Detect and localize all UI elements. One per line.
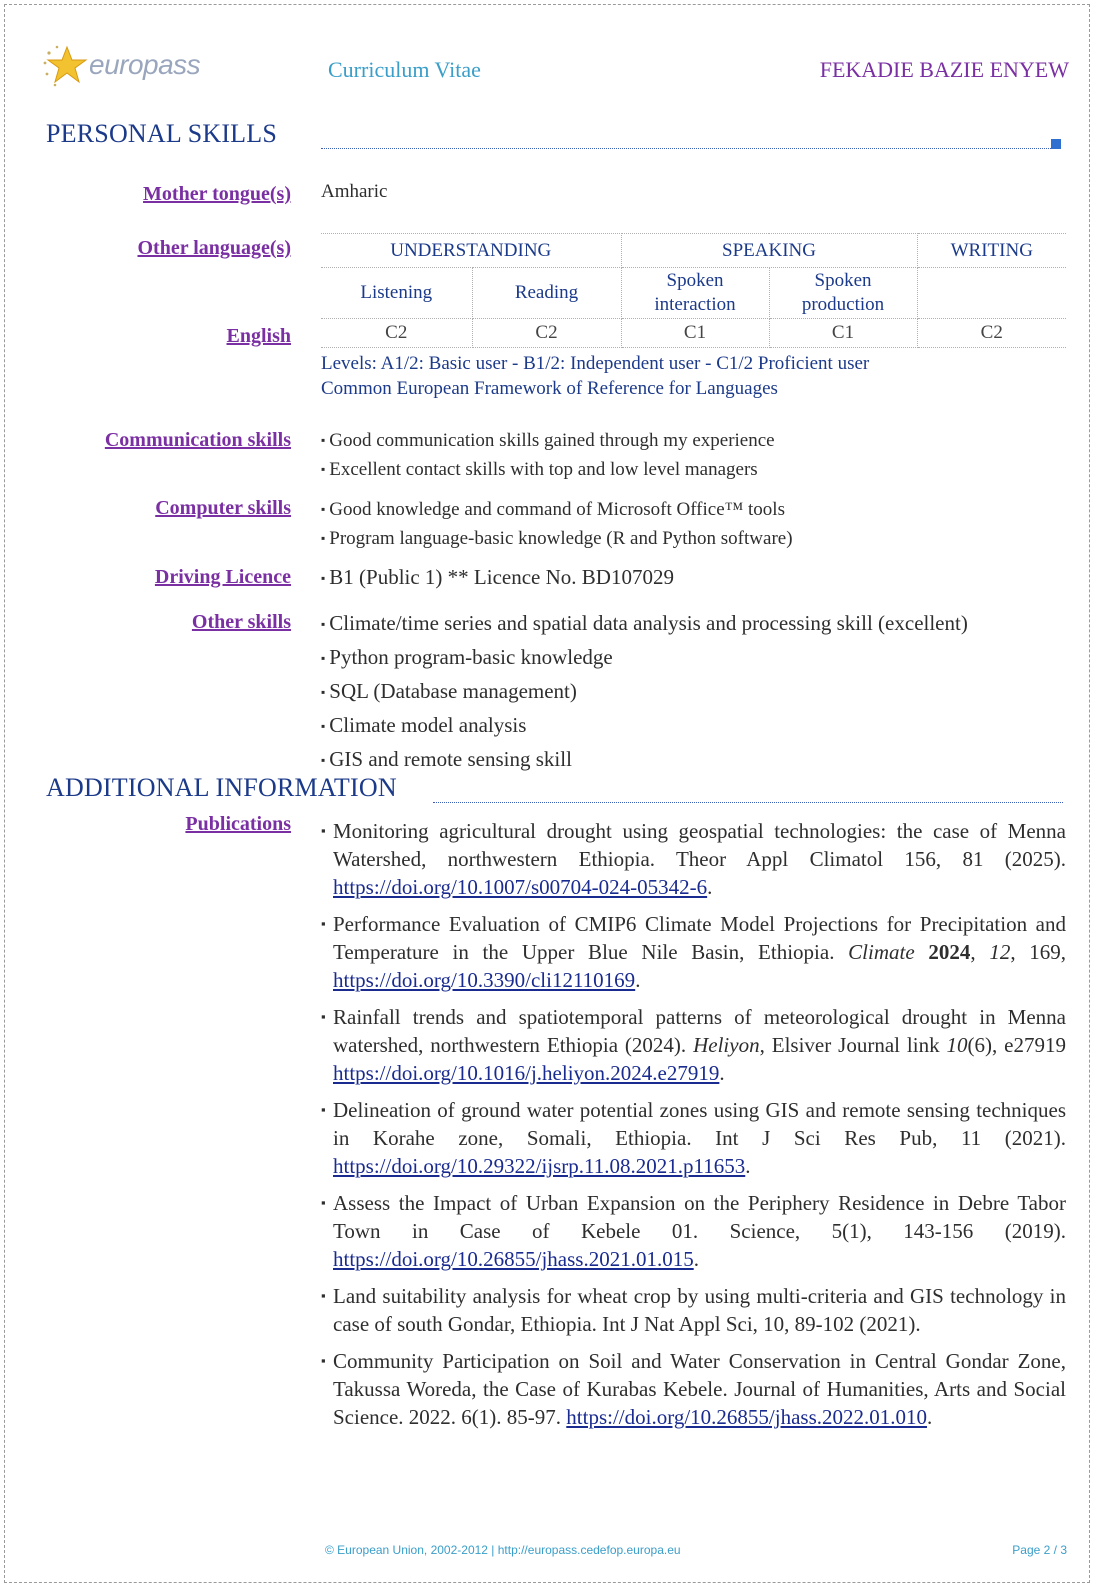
level-reading: C2	[472, 319, 621, 348]
publication-item: ▪ Performance Evaluation of CMIP6 Climate Model Projections for Precipitation and Temperature in the Upper Blue Nile Basin, Ethiopia. Climate 2024, 12, 169, https://doi.org/10.3390/cli12110169.	[321, 910, 1066, 994]
publication-journal: Heliyon	[693, 1033, 760, 1057]
publication-pages: , 169,	[1010, 940, 1067, 964]
publication-doi-link[interactable]: https://doi.org/10.29322/ijsrp.11.08.2021.p11653	[333, 1154, 746, 1178]
publication-item	[321, 1347, 1066, 1431]
additional-information-heading: ADDITIONAL INFORMATION	[46, 773, 397, 802]
list-item: ▪ Climate model analysis	[321, 710, 968, 744]
publication-text: Rainfall trends and spatiotemporal patterns of meteorological drought in Menna watershed, northwestern Ethiopia (2024).	[333, 1005, 1066, 1057]
publication-doi-link[interactable]: https://doi.org/10.1016/j.heliyon.2024.e27919	[333, 1061, 720, 1085]
publication-item	[321, 1282, 1066, 1338]
publication-item	[321, 1189, 1066, 1273]
publication-item	[321, 817, 1066, 901]
computer-skills-label: Computer skills	[155, 497, 291, 519]
level-listening: C2	[321, 319, 472, 348]
driving-licence-value: ▪ B1 (Public 1) ** Licence No. BD107029	[321, 562, 674, 596]
other-skills-label: Other skills	[191, 611, 291, 633]
publication-volume: 12	[989, 940, 1011, 964]
understanding-header: UNDERSTANDING	[321, 234, 621, 268]
publication-text: Monitoring agricultural drought using geospatial technologies: the case of Menna Watershed, northwestern Ethiopia. Theor Appl Climatol 156, 81 (2025).	[333, 819, 1066, 871]
section-divider	[433, 802, 1063, 803]
section-divider	[321, 148, 1057, 149]
publication-end: .	[927, 1405, 933, 1429]
personal-skills-heading: PERSONAL SKILLS	[46, 119, 278, 148]
europass-logo	[39, 41, 209, 91]
publication-doi-link[interactable]: https://doi.org/10.3390/cli12110169	[333, 968, 636, 992]
publication-end: .	[745, 1154, 751, 1178]
publication-item	[321, 1003, 1066, 1087]
framework-note: Common European Framework of Reference for Languages	[321, 378, 778, 399]
speaking-header: SPEAKING	[621, 234, 917, 268]
levels-note: Levels: A1/2: Basic user - B1/2: Independent user - C1/2 Proficient user	[321, 353, 870, 374]
listening-header: Listening	[321, 268, 472, 319]
writing-subheader	[917, 268, 1066, 319]
publication-doi-link[interactable]: https://doi.org/10.26855/jhass.2021.01.015	[333, 1247, 694, 1271]
publication-end: .	[693, 1247, 699, 1271]
list-item: ▪ Program language-basic knowledge (R and Python software)	[321, 525, 793, 554]
writing-header: WRITING	[917, 234, 1066, 268]
language-english-label: English	[226, 325, 291, 347]
publication-text: Community Participation on Soil and Water Conservation in Central Gondar Zone, Takussa Woreda, the Case of Kurabas Kebele. Journal of Humanities, Arts and Social Science. 2022. 6(1). 85-97.	[333, 1349, 1066, 1429]
reading-header: Reading	[472, 268, 621, 319]
publication-end: .	[707, 875, 713, 899]
section-marker	[1051, 139, 1061, 149]
level-spoken-interaction: C1	[621, 319, 769, 348]
mother-tongue-label: Mother tongue(s)	[143, 183, 291, 205]
list-item: ▪ Climate/time series and spatial data analysis and processing skill (excellent)	[321, 608, 968, 642]
computer-skills-list	[321, 496, 793, 554]
level-writing: C2	[917, 319, 1066, 348]
communication-skills-label: Communication skills	[104, 429, 291, 451]
list-item: ▪ SQL (Database management)	[321, 676, 968, 710]
logo-text: europass	[89, 49, 201, 80]
communication-skills-list	[321, 427, 775, 485]
list-item: ▪ Excellent contact skills with top and low level managers	[321, 456, 775, 485]
document-title: Curriculum Vitae	[328, 57, 481, 82]
publications-list	[321, 817, 1066, 1440]
spoken-production-header: Spoken production	[769, 268, 917, 319]
footer-copyright: © European Union, 2002-2012 | http://europass.cedefop.europa.eu	[325, 1543, 681, 1557]
publication-journal: Climate	[848, 940, 915, 964]
mother-tongue-value: Amharic	[321, 181, 388, 202]
driving-licence-label: Driving Licence	[154, 566, 291, 588]
publication-text: Delineation of ground water potential zones using GIS and remote sensing techniques in Korahe zone, Somali, Ethiopia. Int J Sci Res Pub, 11 (2021).	[333, 1098, 1066, 1150]
publication-volume: 10	[946, 1033, 968, 1057]
driving-licence-list	[321, 562, 674, 596]
publication-text: , Elsiver Journal link	[759, 1033, 947, 1057]
list-item: ▪ GIS and remote sensing skill	[321, 744, 968, 778]
level-spoken-production: C1	[769, 319, 917, 348]
list-item: ▪ Good knowledge and command of Microsoft Office™ tools	[321, 496, 793, 525]
page-number: Page 2 / 3	[1012, 1543, 1067, 1557]
publication-doi-link[interactable]: https://doi.org/10.1007/s00704-024-05342-6	[333, 875, 708, 899]
other-skills-list	[321, 608, 968, 778]
publication-end: .	[719, 1061, 725, 1085]
publication-doi-link[interactable]: https://doi.org/10.26855/jhass.2022.01.010	[566, 1405, 927, 1429]
cv-page	[4, 4, 1090, 1583]
publications-label: Publications	[185, 813, 291, 835]
list-item: ▪ Python program-basic knowledge	[321, 642, 968, 676]
publication-end: .	[635, 968, 641, 992]
publication-text: Performance Evaluation of CMIP6 Climate Model Projections for Precipitation and Temperature in the Upper Blue Nile Basin, Ethiopia.	[333, 912, 1066, 964]
candidate-name: FEKADIE BAZIE ENYEW	[819, 57, 1069, 82]
publication-text: (6), e27919	[967, 1033, 1066, 1057]
language-table	[321, 233, 1066, 348]
publication-year: 2024	[928, 940, 971, 964]
other-languages-label: Other language(s)	[137, 237, 291, 259]
spoken-interaction-header: Spoken interaction	[621, 268, 769, 319]
publication-text: Land suitability analysis for wheat crop by using multi-criteria and GIS technology in case of south Gondar, Ethiopia. Int J Nat Appl Sci, 10, 89-102 (2021).	[333, 1284, 1066, 1336]
list-item: ▪ Good communication skills gained through my experience	[321, 427, 775, 456]
publication-text: Assess the Impact of Urban Expansion on the Periphery Residence in Debre Tabor Town in Case of Kebele 01. Science, 5(1), 143-156 (2019).	[333, 1191, 1066, 1243]
publication-item	[321, 1096, 1066, 1180]
